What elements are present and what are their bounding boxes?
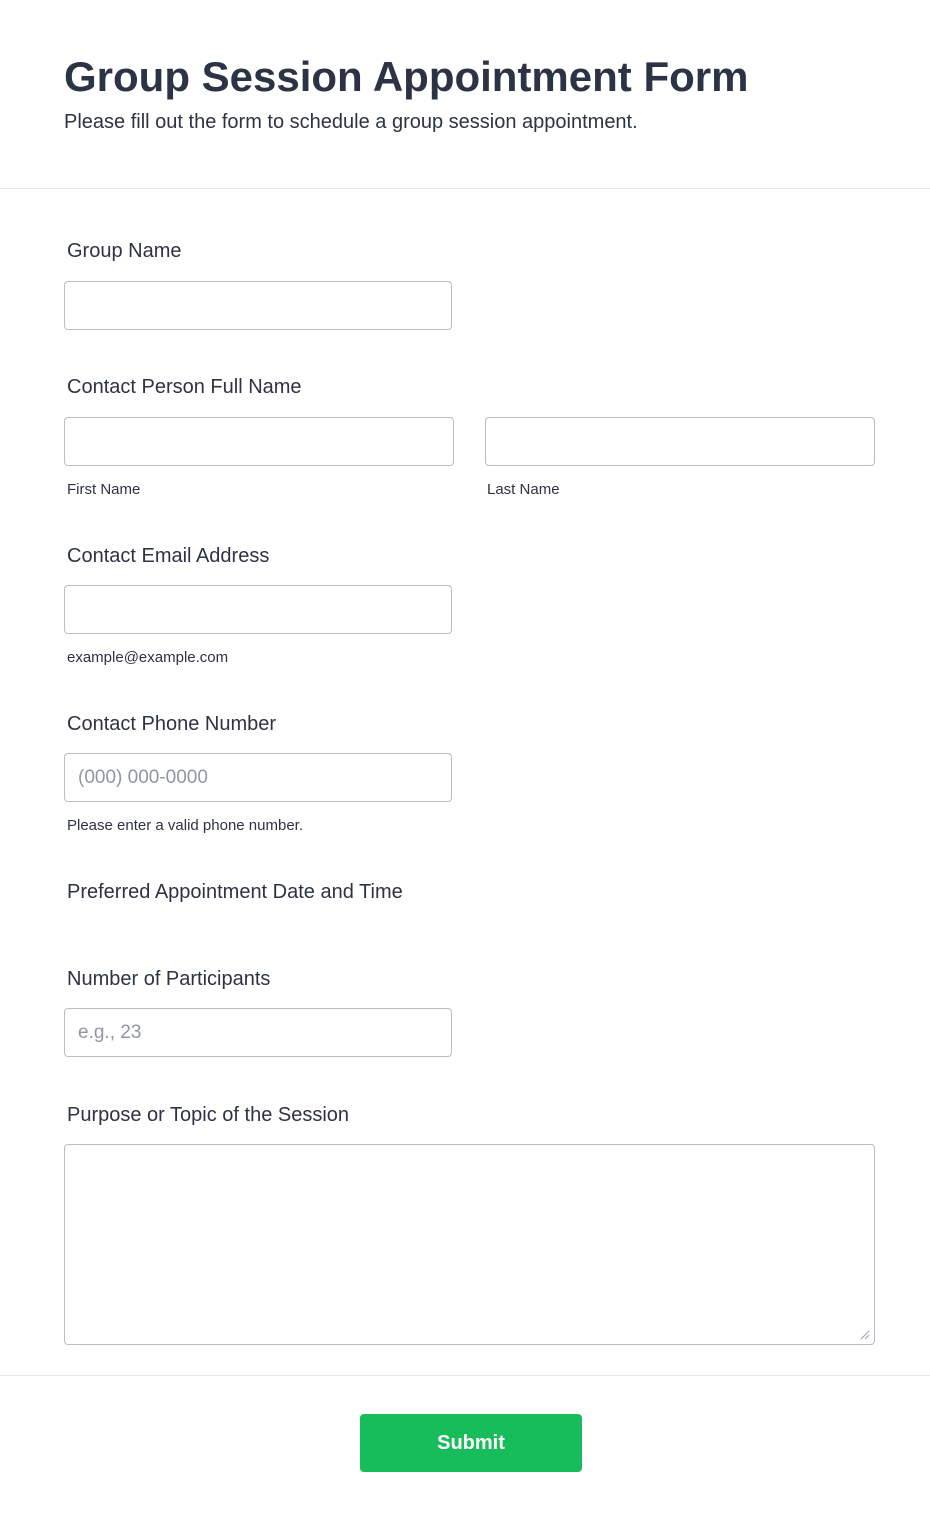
purpose-label: Purpose or Topic of the Session <box>67 1104 350 1126</box>
appointment-label: Preferred Appointment Date and Time <box>67 881 403 903</box>
first-name-input[interactable] <box>64 417 454 466</box>
first-name-sublabel: First Name <box>67 481 141 498</box>
email-label: Contact Email Address <box>67 545 270 567</box>
last-name-input[interactable] <box>485 417 875 466</box>
form-title: Group Session Appointment Form <box>64 53 749 100</box>
phone-input[interactable] <box>64 753 452 802</box>
contact-name-label: Contact Person Full Name <box>67 376 302 398</box>
resize-handle-icon[interactable] <box>858 1328 870 1340</box>
form-subtitle: Please fill out the form to schedule a group session appointment. <box>64 111 638 133</box>
participants-input[interactable] <box>64 1008 452 1057</box>
email-sublabel: example@example.com <box>67 649 229 666</box>
last-name-sublabel: Last Name <box>487 481 560 498</box>
footer-divider <box>0 1375 930 1376</box>
group-name-label: Group Name <box>67 240 182 262</box>
submit-button[interactable]: Submit <box>360 1414 582 1472</box>
phone-label: Contact Phone Number <box>67 713 277 735</box>
form-header <box>0 0 930 189</box>
phone-sublabel: Please enter a valid phone number. <box>67 817 303 834</box>
group-name-input[interactable] <box>64 281 452 330</box>
participants-label: Number of Participants <box>67 968 271 990</box>
purpose-textarea[interactable] <box>64 1144 875 1345</box>
email-input[interactable] <box>64 585 452 634</box>
